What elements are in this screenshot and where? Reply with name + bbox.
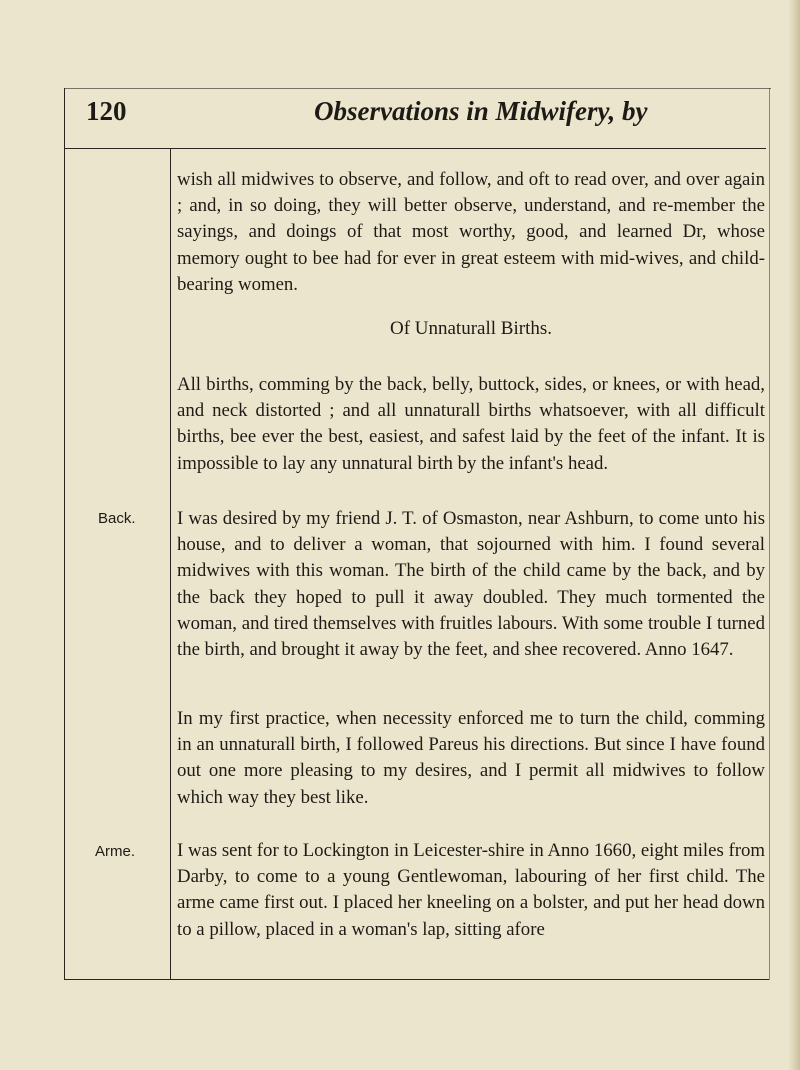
paragraph-5: I was sent for to Lockington in Leicester-shire in Anno 1660, eight miles from Darby, to come to a young Gentlewoman, labouring of her first child. The arme came first out. I placed her kneeling on a bolster, and put her head down to a pillow, placed in a woman's lap, sitting afore [177,840,765,940]
page-header [64,96,764,136]
section-heading: Of Unnaturall Births. [389,318,552,339]
page-number: 120 [86,96,127,126]
bottom-rule [64,979,769,980]
top-rule [64,88,771,89]
margin-note-back: Back. [98,510,136,527]
page-edge [788,0,800,1070]
paragraph-2: All births, comming by the back, belly, buttock, sides, or knees, or with head, and neck distorted ; and all unnaturall births whatsoever, with all difficult births, bee ever the best, easiest, and safest laid by the feet of the infant. It is impossible to lay any unnatural birth by the infant's head. [177,374,765,474]
paragraph-1: wish all midwives to observe, and follow, and oft to read over, and over again ; and, in so doing, they will better observe, understand, and re-member the sayings, and doings of that most worthy, good, and learned Dr, whose memory ought to bee had for ever in great esteem with mid-wives, and child-bearing women. [177,169,765,295]
margin-note-arme: Arme. [95,843,136,860]
running-title: Observations in Midwifery, by [314,96,648,126]
right-frame-rule [769,88,770,980]
left-frame-rule [64,88,65,980]
margin-column-rule [170,149,171,980]
paragraph-4: In my first practice, when necessity enforced me to turn the child, comming in an unnaturall birth, I followed Pareus his directions. But since I have found out one more pleasing to my desires, and I permit all midwives to follow which way they best like. [177,708,765,808]
paragraph-3: I was desired by my friend J. T. of Osmaston, near Ashburn, to come unto his house, and to deliver a woman, that sojourned with him. I found several midwives with this woman. The birth of the child came by the back, and by the back they hoped to pull it away doubled. They much tormented the woman, and tired themselves with fruitles labours. With some trouble I turned the birth, and brought it away by the feet, and shee recovered. Anno 1647. [177,508,765,661]
